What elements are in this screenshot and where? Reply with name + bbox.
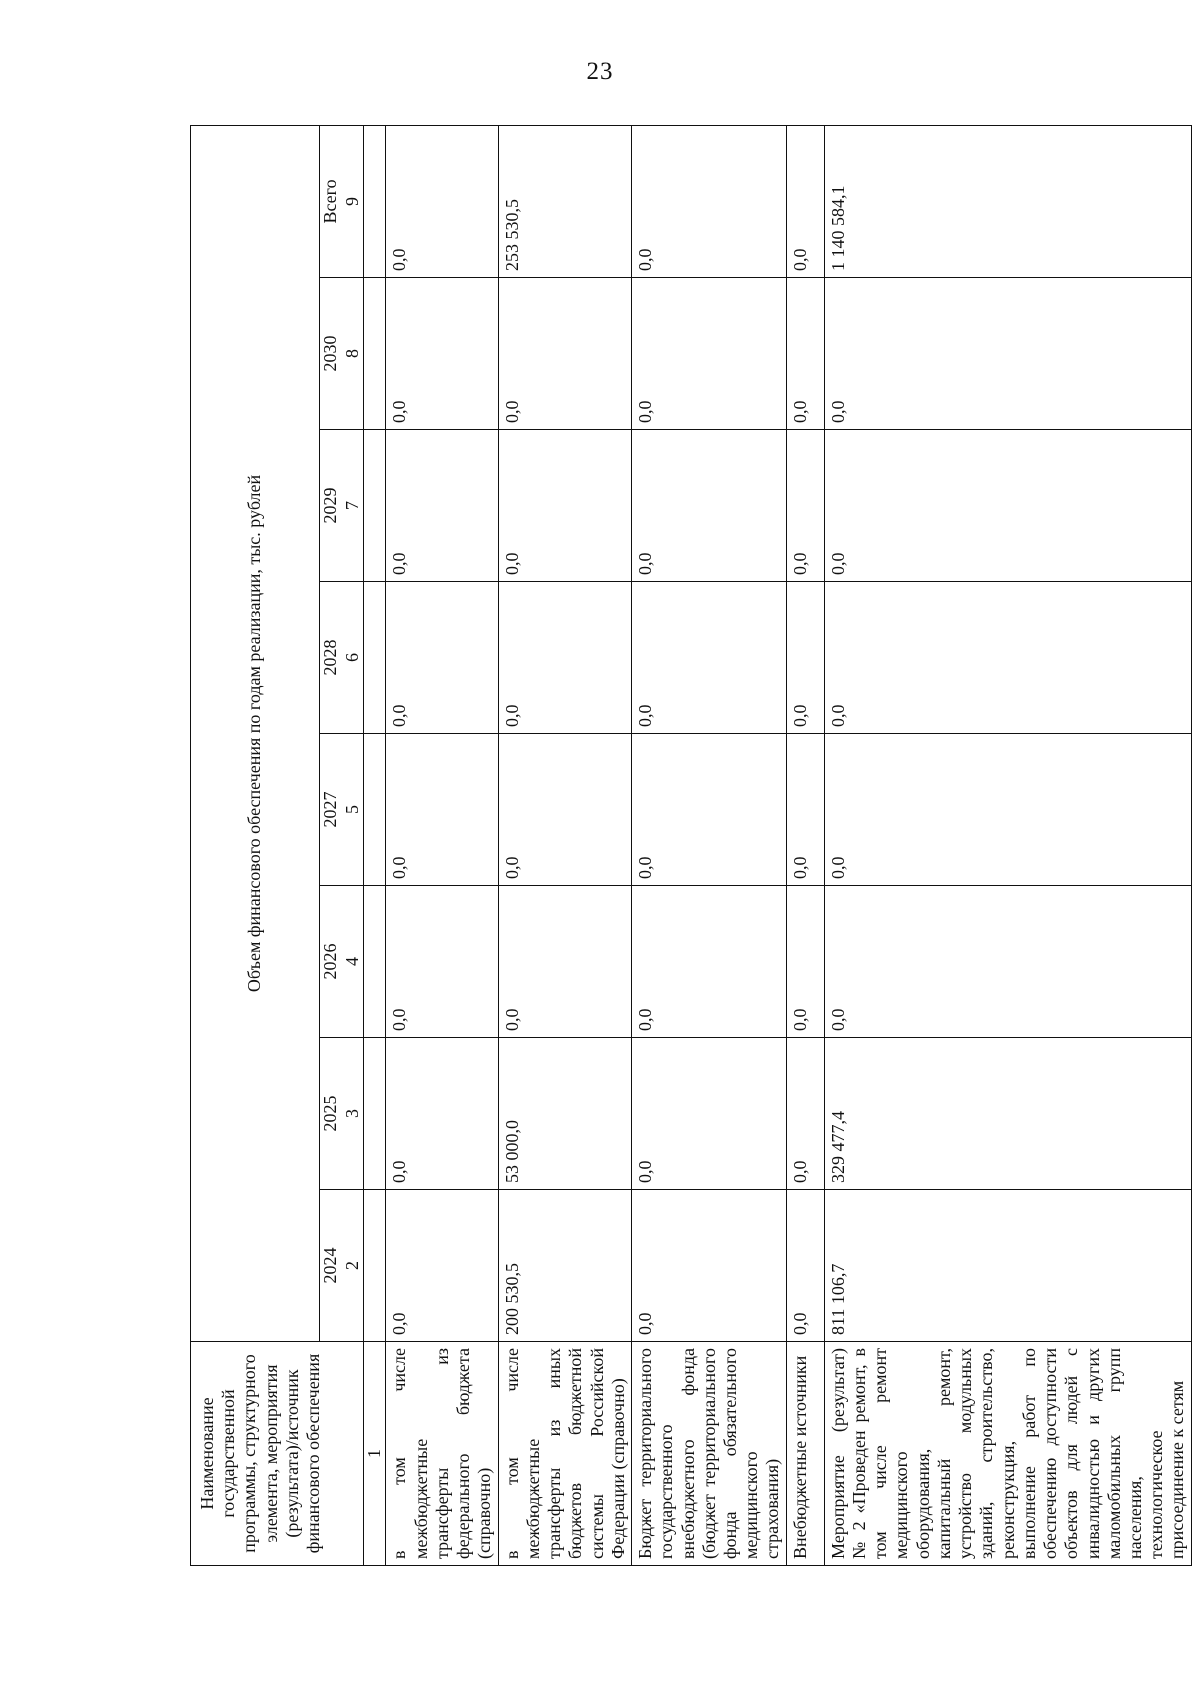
blank-cell: [364, 125, 386, 277]
column-number: 8: [342, 278, 364, 430]
year-header: 2027: [320, 734, 343, 886]
value-cell: 0,0: [632, 1190, 787, 1342]
value-cell: 0,0: [786, 1038, 824, 1190]
value-cell: 811 106,7: [824, 1190, 1191, 1342]
row-name: Мероприятие (результат) № 2 «Проведен ремонт, в том числе ремонт медицинского оборудования, капитальный ремонт, устройство модульных зданий, строительство, реконструкция, выполнение работ по обеспечению доступности объектов для людей с инвалидностью и других маломобильных групп населения, технологическое присоединение к сетям: [824, 1342, 1191, 1566]
column-number: 2: [342, 1190, 364, 1342]
value-cell: 0,0: [786, 430, 824, 582]
value-cell: 53 000,0: [498, 1038, 631, 1190]
column-number: 6: [342, 582, 364, 734]
blank-cell: [364, 734, 386, 886]
table-row: [498, 125, 631, 1565]
total-cell: 0,0: [786, 125, 824, 277]
value-cell: 0,0: [824, 582, 1191, 734]
value-cell: 0,0: [824, 886, 1191, 1038]
row-name: Бюджет территориального государственного внебюджетного фонда (бюджет территориального фонда обязательного медицинского страхования): [632, 1342, 787, 1566]
value-cell: 0,0: [824, 430, 1191, 582]
column-number: 1: [364, 1342, 386, 1566]
page-number: 23: [586, 58, 614, 85]
value-cell: 0,0: [386, 430, 498, 582]
total-cell: 253 530,5: [498, 125, 631, 277]
value-cell: 0,0: [386, 278, 498, 430]
blank-cell: [364, 1190, 386, 1342]
value-cell: 0,0: [632, 886, 787, 1038]
row-name: Внебюджетные источники: [786, 1342, 824, 1566]
year-header: 2026: [320, 886, 343, 1038]
year-header: 2028: [320, 582, 343, 734]
value-cell: 0,0: [386, 1190, 498, 1342]
table-row: [632, 125, 787, 1565]
column-header-name: Наименование государственной программы, структурного элемента, мероприятия (результата)/источник финансового обеспечения: [191, 1342, 364, 1566]
value-cell: 0,0: [786, 582, 824, 734]
value-cell: 0,0: [632, 278, 787, 430]
value-cell: 0,0: [786, 1190, 824, 1342]
value-cell: 0,0: [786, 278, 824, 430]
table-row: [824, 125, 1191, 1565]
value-cell: 0,0: [824, 734, 1191, 886]
year-header: 2024: [320, 1190, 343, 1342]
blank-cell: [364, 278, 386, 430]
value-cell: 0,0: [498, 278, 631, 430]
value-cell: 0,0: [498, 430, 631, 582]
rotated-table-wrapper: [190, 126, 1188, 1566]
value-cell: 0,0: [498, 734, 631, 886]
column-number: 5: [342, 734, 364, 886]
column-number: 7: [342, 430, 364, 582]
row-name: в том числе межбюджетные трансферты из иных бюджетов бюджетной системы Российской Федерации (справочно): [498, 1342, 631, 1566]
value-cell: 0,0: [632, 430, 787, 582]
value-cell: 0,0: [786, 886, 824, 1038]
value-cell: 329 477,4: [824, 1038, 1191, 1190]
table-row: [786, 125, 824, 1565]
year-header: 2025: [320, 1038, 343, 1190]
value-cell: 200 530,5: [498, 1190, 631, 1342]
blank-cell: [364, 886, 386, 1038]
blank-cell: [364, 1038, 386, 1190]
year-header: 2029: [320, 430, 343, 582]
value-cell: 0,0: [386, 734, 498, 886]
column-header-volume: Объем финансового обеспечения по годам реализации, тыс. рублей: [191, 125, 320, 1341]
year-header: 2030: [320, 278, 343, 430]
value-cell: 0,0: [632, 582, 787, 734]
total-cell: 0,0: [386, 125, 498, 277]
value-cell: 0,0: [786, 734, 824, 886]
table-row: [386, 125, 498, 1565]
value-cell: 0,0: [498, 582, 631, 734]
value-cell: 0,0: [632, 1038, 787, 1190]
blank-cell: [364, 430, 386, 582]
financing-table: [190, 125, 1192, 1566]
value-cell: 0,0: [386, 1038, 498, 1190]
column-number: 4: [342, 886, 364, 1038]
blank-cell: [364, 582, 386, 734]
value-cell: 0,0: [824, 278, 1191, 430]
value-cell: 0,0: [632, 734, 787, 886]
year-header-total: Всего: [320, 125, 343, 277]
row-name: в том числе межбюджетные трансферты из федерального бюджета (справочно): [386, 1342, 498, 1566]
column-number: 3: [342, 1038, 364, 1190]
value-cell: 0,0: [386, 582, 498, 734]
total-cell: 0,0: [632, 125, 787, 277]
column-number: 9: [342, 125, 364, 277]
total-cell: 1 140 584,1: [824, 125, 1191, 277]
value-cell: 0,0: [498, 886, 631, 1038]
value-cell: 0,0: [386, 886, 498, 1038]
